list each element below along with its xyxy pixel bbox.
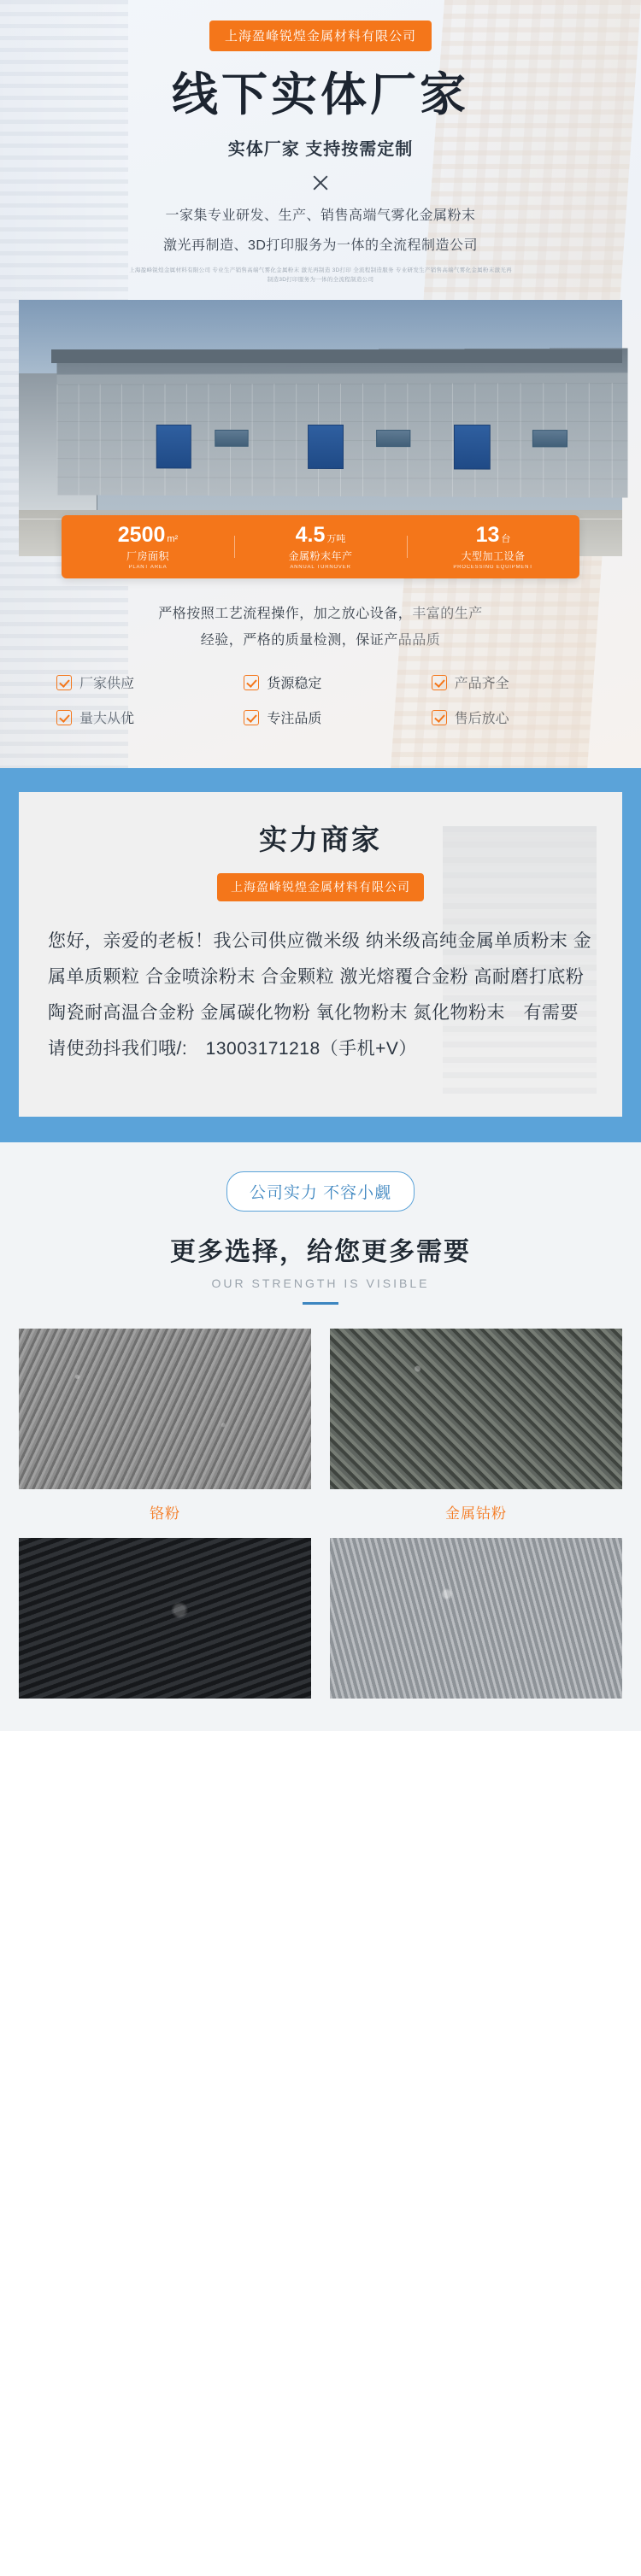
stat-unit: 万吨 xyxy=(326,533,346,544)
product-card[interactable] xyxy=(19,1538,311,1726)
product-grid xyxy=(19,1329,622,1731)
feature-label: 专注品质 xyxy=(267,712,322,727)
stat-item xyxy=(234,524,407,571)
check-icon xyxy=(432,675,447,690)
stat-label: 金属粉末年产 xyxy=(288,550,353,563)
feature-item xyxy=(226,672,414,692)
check-icon xyxy=(244,710,259,725)
hero-subtitle: 实体厂家 支持按需定制 xyxy=(227,140,414,160)
stat-label-en: PROCESSING EQUIPMENT xyxy=(453,565,533,571)
feature-item xyxy=(415,707,602,727)
check-icon xyxy=(56,710,72,725)
photo-door xyxy=(156,425,191,468)
hero-section xyxy=(0,0,641,768)
stat-label: 厂房面积 xyxy=(126,550,169,563)
stat-number: 13 xyxy=(475,522,500,547)
products-title-en: OUR STRENGTH IS VISIBLE xyxy=(211,1276,430,1291)
strength-content xyxy=(48,818,593,1067)
product-caption xyxy=(330,1699,622,1726)
hero-content xyxy=(0,21,641,285)
feature-item xyxy=(415,672,602,692)
product-caption xyxy=(19,1699,311,1726)
photo-roofline xyxy=(51,349,622,363)
strength-card xyxy=(19,792,622,1117)
photo-door xyxy=(308,425,344,469)
strength-body-text: 您好，亲爱的老板！我公司供应微米级 纳米级高纯金属单质粉末 金属单质颗粒 合金喷涂粉末 合金颗粒 激光熔覆合金粉 高耐磨打底粉 陶瓷耐高温合金粉 金属碳化物粉 氧化物粉末 氮化物粉末 有需要请使劲抖我们哦/: 13003171218（手机+V） xyxy=(48,931,592,1059)
stat-label-en: PLANT AREA xyxy=(128,565,168,571)
feature-label: 产品齐全 xyxy=(454,677,509,692)
product-caption: 铬粉 xyxy=(150,1505,180,1523)
photo-window xyxy=(532,430,567,447)
hero-fineprint: 上海盈峰锐煌金属材料有限公司 专业生产销售高端气雾化金属粉末 激光再制造 3D打印 全流程制造服务 专业研发生产销售高端气雾化金属粉末激光再制造3D打印服务为一体的全流程制造公司 xyxy=(129,267,512,283)
chromium-powder-photo[interactable] xyxy=(19,1329,311,1489)
company-name-badge: 上海盈峰锐煌金属材料有限公司 xyxy=(209,21,432,51)
stat-unit: 台 xyxy=(501,533,511,544)
stat-item xyxy=(62,524,234,571)
quality-blurb-line-1: 严格按照工艺流程操作，加之放心设备，丰富的生产 xyxy=(158,606,483,621)
strength-company-badge: 上海盈峰锐煌金属材料有限公司 xyxy=(217,873,424,901)
feature-label: 量大从优 xyxy=(79,712,135,727)
strength-title: 实力商家 xyxy=(259,824,382,856)
silver-powder-photo[interactable] xyxy=(330,1538,622,1699)
feature-check-grid xyxy=(39,672,602,749)
dark-powder-photo[interactable] xyxy=(19,1538,311,1699)
strength-badge: 公司实力 不容小觑 xyxy=(226,1171,415,1212)
quality-blurb-line-2: 经验，严格的质量检测，保证产品品质 xyxy=(200,632,441,648)
product-card[interactable] xyxy=(330,1329,622,1538)
products-section xyxy=(0,1142,641,1731)
feature-label: 厂家供应 xyxy=(79,677,135,692)
feature-item xyxy=(226,707,414,727)
products-title: 更多选择，给您更多需要 xyxy=(170,1238,471,1267)
stat-number: 2500 xyxy=(117,522,166,547)
check-icon xyxy=(432,710,447,725)
photo-main-building xyxy=(57,348,628,497)
strength-section xyxy=(0,768,641,1142)
feature-label: 货源稳定 xyxy=(267,677,322,692)
stat-number: 4.5 xyxy=(295,522,326,547)
photo-window xyxy=(215,430,248,447)
hero-description-line-2: 激光再制造、3D打印服务为一体的全流程制造公司 xyxy=(163,238,478,253)
hero-description-line-1: 一家集专业研发、生产、销售高端气雾化金属粉末 xyxy=(165,208,476,224)
product-card[interactable] xyxy=(19,1329,311,1538)
photo-window xyxy=(376,430,410,447)
feature-label: 售后放心 xyxy=(454,712,509,727)
page-title: 线下实体厂家 xyxy=(172,69,469,120)
quality-blurb xyxy=(51,601,590,654)
feature-item xyxy=(39,707,226,727)
feature-item xyxy=(39,672,226,692)
photo-door-row xyxy=(57,421,628,470)
stats-bar xyxy=(62,515,579,578)
x-icon xyxy=(309,172,332,194)
product-card[interactable] xyxy=(330,1538,622,1726)
title-underline xyxy=(303,1302,338,1305)
stat-item xyxy=(407,524,579,571)
check-icon xyxy=(56,675,72,690)
stat-unit: m² xyxy=(167,533,179,544)
stat-label-en: ANNUAL TURNOVER xyxy=(290,565,351,571)
photo-door xyxy=(454,425,491,470)
check-icon xyxy=(244,675,259,690)
cobalt-powder-photo[interactable] xyxy=(330,1329,622,1489)
factory-building-photo xyxy=(19,300,622,571)
stat-label: 大型加工设备 xyxy=(461,550,526,563)
product-caption: 金属钴粉 xyxy=(445,1505,507,1523)
